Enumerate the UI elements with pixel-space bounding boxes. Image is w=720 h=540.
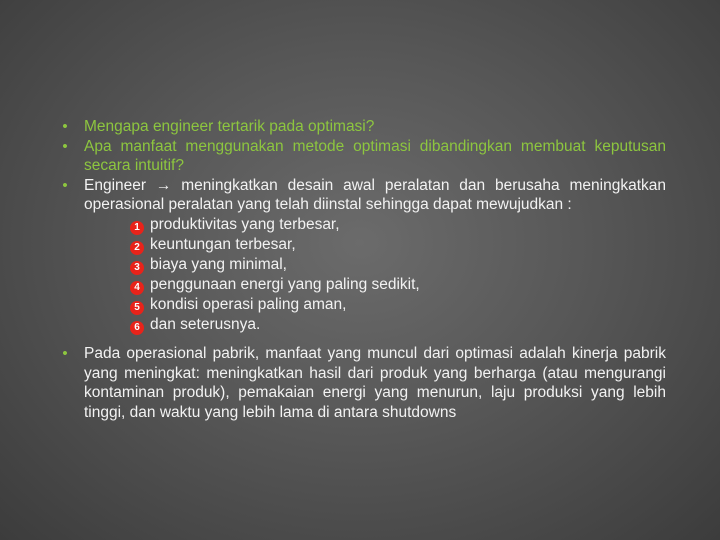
bullet-dot: •	[62, 118, 68, 135]
numbered-item-6	[58, 315, 666, 335]
numbered-item-3	[58, 255, 666, 275]
bullet-text: Mengapa engineer tertarik pada optimasi?	[84, 118, 375, 135]
slide-content	[58, 117, 666, 422]
numbered-item-text: kondisi operasi paling aman,	[150, 295, 347, 313]
numbered-item-text: produktivitas yang terbesar,	[150, 215, 340, 233]
numbered-item-text: dan seterusnya.	[150, 315, 261, 333]
bullet-text: Pada operasional pabrik, manfaat yang muncul dari optimasi adalah kinerja pabrik yang meningkat: meningkatkan hasil dari produk yang berharga (atau mengurangi kontaminan produk), pemakaian energi yang menurun, laju produksi yang lebih tinggi, dan waktu yang lebih lama di antara shutdowns	[84, 344, 666, 421]
number-badge: 1	[130, 221, 144, 235]
numbered-item-1	[58, 215, 666, 235]
bullet-question-2	[58, 137, 666, 176]
number-badge: 3	[130, 261, 144, 275]
numbered-item-4	[58, 275, 666, 295]
bullet-dot: •	[62, 176, 68, 194]
numbered-item-text: biaya yang minimal,	[150, 255, 287, 273]
number-badge: 4	[130, 281, 144, 295]
numbered-item-2	[58, 235, 666, 255]
numbered-item-text: penggunaan energi yang paling sedikit,	[150, 275, 420, 293]
bullet-engineer	[58, 176, 666, 215]
number-badge: 6	[130, 321, 144, 335]
bullet-operasional	[58, 344, 666, 422]
number-badge: 2	[130, 241, 144, 255]
number-badge: 5	[130, 301, 144, 315]
bullet-question-1	[58, 117, 666, 137]
bullet-text: Apa manfaat menggunakan metode optimasi dibandingkan membuat keputusan secara intuitif?	[84, 137, 666, 175]
numbered-item-5	[58, 295, 666, 315]
bullet-dot: •	[62, 137, 68, 155]
bullet-dot: •	[62, 344, 68, 362]
spacer	[58, 335, 666, 344]
numbered-item-text: keuntungan terbesar,	[150, 235, 296, 253]
bullet-text: Engineer → meningkatkan desain awal peralatan dan berusaha meningkatkan operasional peralatan yang telah diinstal sehingga dapat mewujudkan :	[84, 176, 666, 214]
